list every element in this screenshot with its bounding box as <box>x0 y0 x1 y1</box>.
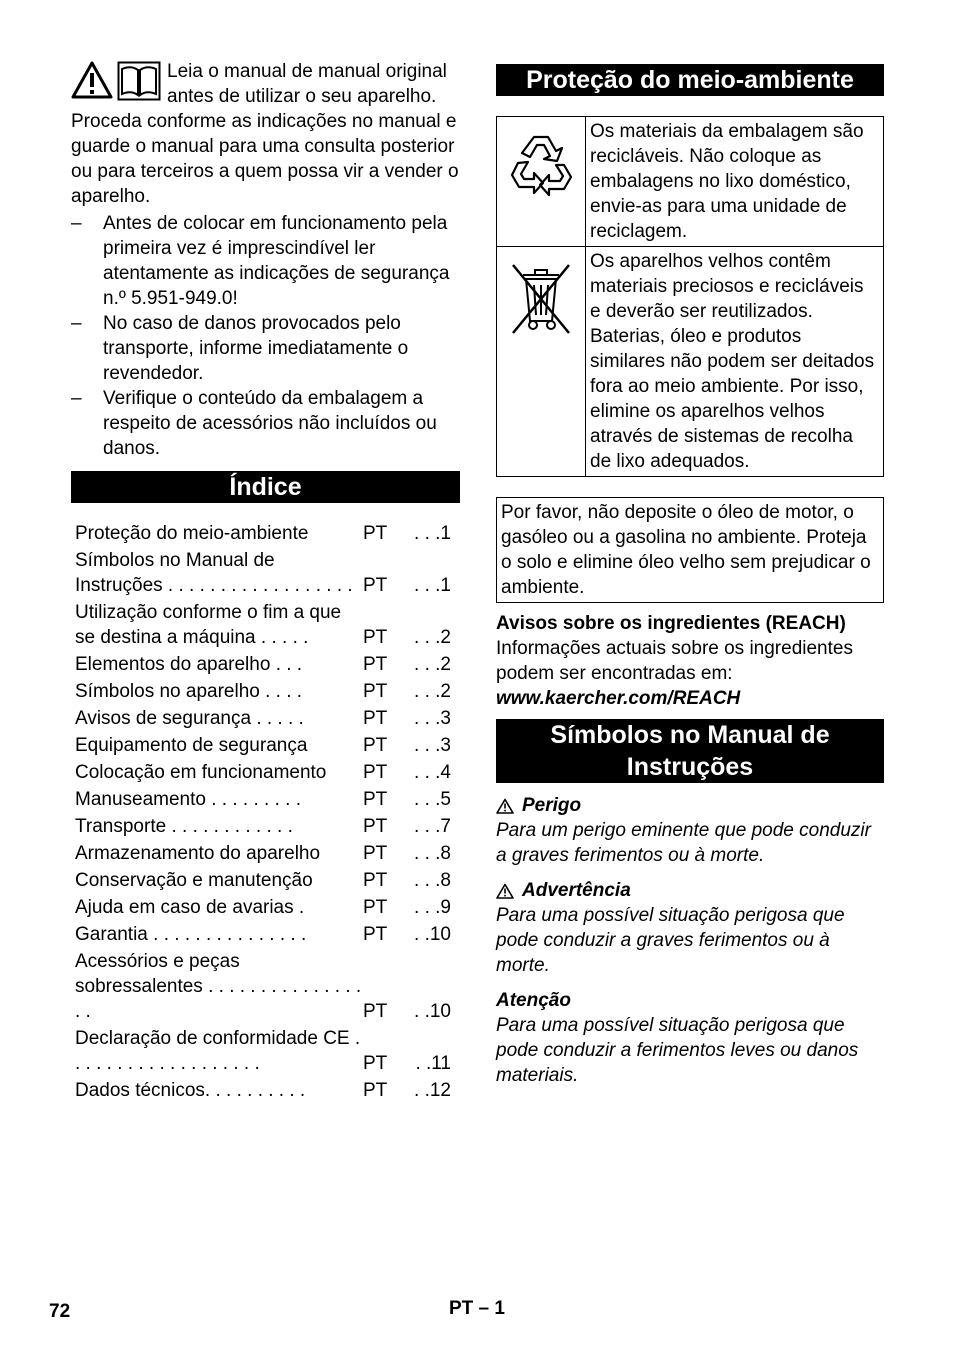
toc-page: . . .2 <box>414 681 451 702</box>
toc-lang: PT <box>363 681 388 702</box>
toc-title: Acessórios e peças sobressalentes . . . . . . . . . . . . . . . . . <box>75 951 362 1022</box>
list-item-text: Antes de colocar em funcionamento pela primeira vez é imprescindível ler atentamente as indicações de segurança n.º 5.951-949.0! <box>103 213 450 309</box>
toc-lang: PT <box>363 816 388 837</box>
intro-section <box>71 59 460 461</box>
warning-title-row <box>496 878 884 903</box>
intro-bullet-list <box>71 211 460 461</box>
toc-title: Símbolos no Manual de Instruções . . . . . . . . . . . . . . . . . . <box>75 550 353 596</box>
toc-lang: PT <box>363 1080 388 1101</box>
toc-page: . . .2 <box>414 654 451 675</box>
page-number: 72 <box>49 1301 71 1322</box>
reach-heading: Avisos sobre os ingredientes (REACH) <box>496 613 846 634</box>
list-dash: – <box>71 213 82 234</box>
toc-lang: PT <box>363 654 388 675</box>
toc-page: . . .2 <box>414 627 451 648</box>
symbols-heading: Símbolos no Manual de Instruções <box>496 719 884 783</box>
danger-triangle-icon <box>496 798 514 814</box>
toc-row[interactable] <box>75 922 460 947</box>
toc-row[interactable] <box>75 548 460 598</box>
oil-note-box: Por favor, não deposite o óleo de motor, o gasóleo ou a gasolina no ambiente. Proteja o solo e elimine óleo velho sem prejudicar o ambiente. <box>496 497 884 603</box>
list-item-text: No caso de danos provocados pelo transporte, informe imediatamente o revendedor. <box>103 313 409 384</box>
toc-page: . . .4 <box>414 762 451 783</box>
intro-icons <box>71 61 163 107</box>
toc-lang: PT <box>363 627 388 648</box>
list-item <box>71 311 460 386</box>
left-column <box>71 59 460 1105</box>
warning-triangle-icon <box>496 883 514 899</box>
weee-icon-cell <box>497 247 586 477</box>
list-item <box>71 211 460 311</box>
toc-row[interactable] <box>75 733 460 758</box>
list-dash: – <box>71 313 82 334</box>
toc-title: Símbolos no aparelho . . . . <box>75 681 303 702</box>
environment-heading: Proteção do meio-ambiente <box>496 64 884 96</box>
toc-page: . . .9 <box>414 897 451 918</box>
toc-title: Conservação e manutenção <box>75 870 313 891</box>
toc-title: Transporte . . . . . . . . . . . . <box>75 816 293 837</box>
toc-lang: PT <box>363 735 388 756</box>
index-heading: Índice <box>71 471 460 503</box>
warning-triangle-icon <box>71 61 113 99</box>
environment-table <box>496 116 884 477</box>
toc-page: . . .3 <box>414 735 451 756</box>
danger-text: Para um perigo eminente que pode conduzir a graves ferimentos ou à morte. <box>496 820 871 866</box>
toc-title: Proteção do meio-ambiente <box>75 523 309 544</box>
toc-row[interactable] <box>75 679 460 704</box>
toc-lang: PT <box>363 870 388 891</box>
toc-page: . . .1 <box>414 575 451 596</box>
table-row <box>497 247 884 477</box>
toc-row[interactable] <box>75 868 460 893</box>
toc-page: . . .3 <box>414 708 451 729</box>
danger-title: Perigo <box>522 795 582 816</box>
footer-lang-page: PT – 1 <box>449 1298 505 1319</box>
toc-lang: PT <box>363 1053 388 1074</box>
toc-lang: PT <box>363 708 388 729</box>
toc-title: Colocação em funcionamento <box>75 762 327 783</box>
toc-page: . . .5 <box>414 789 451 810</box>
toc-page: . .11 <box>415 1053 451 1074</box>
recycle-text: Os materiais da embalagem são recicláveis. Não coloque as embalagens no lixo doméstico, envie-as para uma unidade de reciclagem. <box>586 117 884 247</box>
toc-row[interactable] <box>75 652 460 677</box>
table-of-contents <box>71 521 460 1103</box>
toc-row[interactable] <box>75 760 460 785</box>
toc-lang: PT <box>363 789 388 810</box>
caution-title: Atenção <box>496 990 571 1011</box>
right-column <box>496 64 884 1088</box>
toc-page: . . .1 <box>414 523 451 544</box>
toc-row[interactable] <box>75 895 460 920</box>
toc-row[interactable] <box>75 814 460 839</box>
toc-title: Avisos de segurança . . . . . <box>75 708 304 729</box>
reach-link[interactable]: www.kaercher.com/REACH <box>496 688 741 709</box>
toc-row[interactable] <box>75 787 460 812</box>
toc-title: Elementos do aparelho . . . <box>75 654 303 675</box>
toc-page: . .10 <box>414 924 451 945</box>
caution-text: Para uma possível situação perigosa que pode conduzir a ferimentos leves ou danos materiais. <box>496 1015 859 1086</box>
recycle-icon-cell <box>497 117 586 247</box>
weee-text: Os aparelhos velhos contêm materiais preciosos e recicláveis e deverão ser reutilizados. Baterias, óleo e produtos similares não podem ser deitados fora ao meio ambiente. Por isso, elimine os aparelhos velhos através de sistemas de recolha de lixo adequados. <box>586 247 884 477</box>
intro-text: Leia o manual de manual original antes de utilizar o seu aparelho. Proceda conforme as indicações no manual e guarde o manual para uma consulta posterior ou para terceiros a quem possa vir a vender o aparelho. <box>71 61 459 207</box>
warning-text: Para uma possível situação perigosa que pode conduzir a graves ferimentos ou à morte. <box>496 905 845 976</box>
manual-book-icon <box>117 61 161 101</box>
crossed-bin-icon <box>509 259 573 335</box>
toc-row[interactable] <box>75 521 460 546</box>
toc-page: . . .8 <box>414 870 451 891</box>
toc-lang: PT <box>363 523 388 544</box>
list-dash: – <box>71 388 82 409</box>
toc-title: Manuseamento . . . . . . . . . <box>75 789 301 810</box>
toc-lang: PT <box>363 897 388 918</box>
toc-row[interactable] <box>75 1026 460 1076</box>
toc-page: . .10 <box>414 1001 451 1022</box>
warning-title: Advertência <box>522 880 631 901</box>
toc-title: Equipamento de segurança <box>75 735 308 756</box>
toc-lang: PT <box>363 843 388 864</box>
toc-lang: PT <box>363 575 388 596</box>
toc-lang: PT <box>363 924 388 945</box>
toc-row[interactable] <box>75 706 460 731</box>
toc-title: Declaração de conformidade CE . . . . . . . . . . . . . . . . . . . <box>75 1028 361 1074</box>
toc-title: Utilização conforme o fim a que se destina a máquina . . . . . <box>75 602 342 648</box>
toc-title: Armazenamento do aparelho <box>75 843 321 864</box>
list-item <box>71 386 460 461</box>
table-row <box>497 117 884 247</box>
list-item-text: Verifique o conteúdo da embalagem a respeito de acessórios não incluídos ou danos. <box>103 388 437 459</box>
recycle-icon <box>504 129 578 203</box>
toc-title: Ajuda em caso de avarias . <box>75 897 305 918</box>
toc-title: Garantia . . . . . . . . . . . . . . . <box>75 924 307 945</box>
toc-page: . . .8 <box>414 843 451 864</box>
danger-title-row <box>496 793 884 818</box>
toc-lang: PT <box>363 1001 388 1022</box>
reach-text: Informações actuais sobre os ingredientes podem ser encontradas em: <box>496 638 853 684</box>
toc-row[interactable] <box>75 841 460 866</box>
toc-page: . .12 <box>414 1080 451 1101</box>
toc-row[interactable] <box>75 600 460 650</box>
toc-row[interactable] <box>75 949 460 1024</box>
toc-lang: PT <box>363 762 388 783</box>
toc-row[interactable] <box>75 1078 460 1103</box>
toc-page: . . .7 <box>414 816 451 837</box>
toc-title: Dados técnicos. . . . . . . . . . <box>75 1080 306 1101</box>
